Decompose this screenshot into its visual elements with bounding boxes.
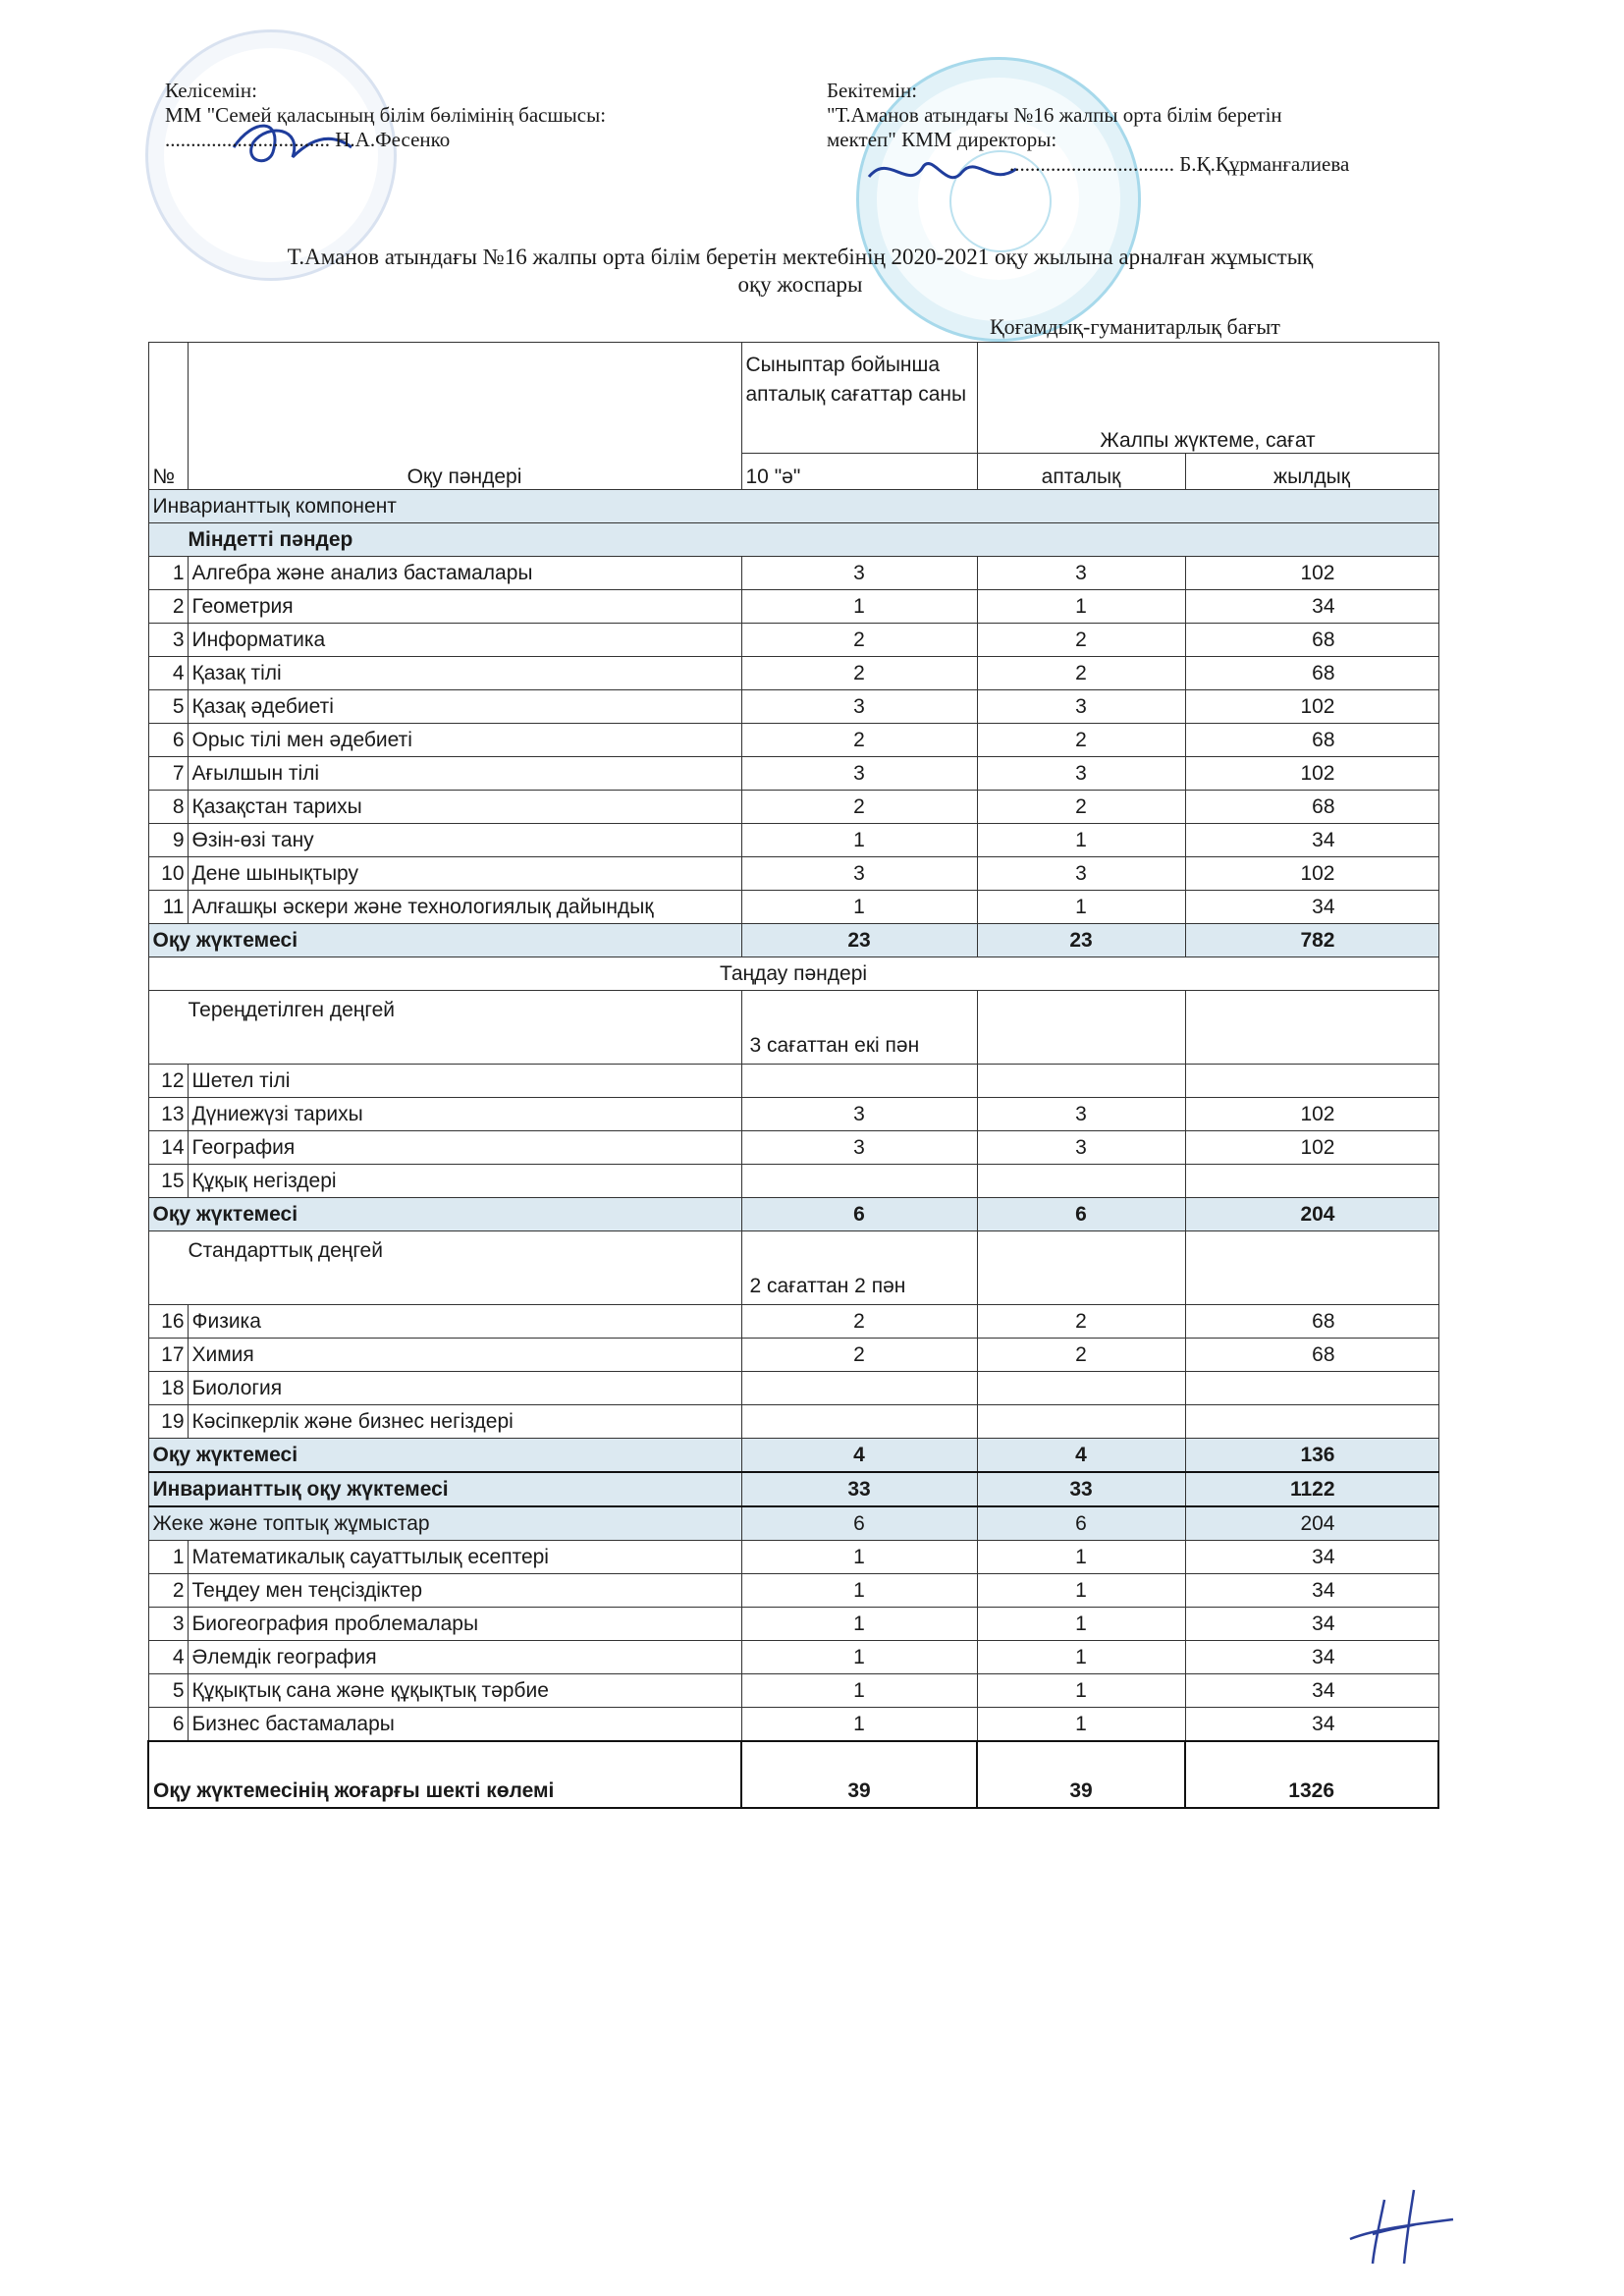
subject-name: Дүниежүзі тарихы [188,1098,741,1131]
header-class: 10 "ә" [741,454,977,490]
mandatory-title-row-label: Міндетті пәндер [148,523,1438,557]
row-number: 7 [148,757,188,791]
subject-row [148,1131,1438,1165]
individual-work-yearly: 204 [1185,1506,1438,1541]
subject-name: Өзін-өзі тану [188,824,741,857]
yearly-hours [1185,1372,1438,1405]
yearly-hours: 102 [1185,690,1438,724]
approval-right-position-1: "Т.Аманов атындағы №16 жалпы орта білім беретін [827,103,1282,127]
subject-row [148,624,1438,657]
weekly-hours: 1 [977,1608,1185,1641]
subject-row [148,1372,1438,1405]
weekly-hours: 2 [977,1305,1185,1339]
standard-load-row-yearly: 136 [1185,1439,1438,1473]
weekly-hours: 1 [977,1641,1185,1674]
header-hours-by-class: Сыныптар бойынша апталық сағаттар саны [741,343,977,454]
subject-name: Химия [188,1339,741,1372]
class-hours [741,1065,977,1098]
title-line-2: оқу жоспары [737,272,863,297]
weekly-hours: 3 [977,1131,1185,1165]
weekly-hours: 2 [977,791,1185,824]
subject-name: Қазақ әдебиеті [188,690,741,724]
class-hours: 2 [741,1339,977,1372]
mandatory-load-row [148,924,1438,957]
row-number: 8 [148,791,188,824]
elective-title-row [148,957,1438,991]
max-load-row-class: 39 [741,1741,977,1808]
class-hours: 2 [741,724,977,757]
individual-work-label: Жеке және топтық жұмыстар [148,1506,741,1541]
subject-row [148,1165,1438,1198]
yearly-hours: 34 [1185,891,1438,924]
yearly-hours [1185,1065,1438,1098]
study-direction: Қоғамдық-гуманитарлық бағыт [990,314,1280,339]
yearly-hours: 34 [1185,590,1438,624]
invariant-load-row-weekly: 33 [977,1472,1185,1506]
subject-row [148,1541,1438,1574]
yearly-hours: 102 [1185,757,1438,791]
advanced-level-row-label: Тереңдетілген деңгей [148,991,741,1065]
subject-name: Қазақстан тарихы [188,791,741,824]
weekly-hours: 2 [977,1339,1185,1372]
row-number: 15 [148,1165,188,1198]
class-hours: 1 [741,1641,977,1674]
yearly-hours: 68 [1185,1305,1438,1339]
mandatory-load-row-weekly: 23 [977,924,1185,957]
yearly-hours [1185,1165,1438,1198]
class-hours: 2 [741,657,977,690]
advanced-load-row [148,1198,1438,1231]
approval-left [165,79,606,152]
row-number: 5 [148,1674,188,1708]
subject-name: Информатика [188,624,741,657]
yearly-hours: 68 [1185,1339,1438,1372]
row-number: 13 [148,1098,188,1131]
weekly-hours: 3 [977,1098,1185,1131]
row-number: 3 [148,1608,188,1641]
class-hours: 2 [741,791,977,824]
row-number: 1 [148,557,188,590]
header-yearly: жылдық [1185,454,1438,490]
class-hours: 1 [741,590,977,624]
yearly-hours: 68 [1185,791,1438,824]
class-hours: 1 [741,1574,977,1608]
approval-left-position: ММ "Семей қаласының білім бөлімінің басшысы: [165,103,607,127]
approval-right-signature-line: ................................ Б.Қ.Құрманғалиева [1009,152,1350,176]
standard-load-row-class: 4 [741,1439,977,1473]
row-number: 11 [148,891,188,924]
subject-row [148,1641,1438,1674]
header-total-load: Жалпы жүктеме, сағат [977,343,1438,454]
subject-name: Алгебра және анализ бастамалары [188,557,741,590]
invariant-load-row-class: 33 [741,1472,977,1506]
standard-level-row-label: Стандарттық деңгей [148,1231,741,1305]
yearly-hours: 102 [1185,857,1438,891]
yearly-hours: 34 [1185,1708,1438,1742]
subject-name: География [188,1131,741,1165]
row-number: 6 [148,1708,188,1742]
row-number: 4 [148,657,188,690]
weekly-hours [977,1405,1185,1439]
mandatory-title-row [148,523,1438,557]
class-hours: 3 [741,757,977,791]
weekly-hours: 1 [977,1708,1185,1742]
header-weekly: апталық [977,454,1185,490]
subject-row [148,1405,1438,1439]
approval-left-label: Келісемін: [165,79,257,102]
subject-name: Бизнес бастамалары [188,1708,741,1742]
weekly-hours: 3 [977,857,1185,891]
row-number: 1 [148,1541,188,1574]
curriculum-table [147,342,1439,1809]
row-number: 12 [148,1065,188,1098]
class-hours: 2 [741,1305,977,1339]
subject-name: Теңдеу мен теңсіздіктер [188,1574,741,1608]
approval-right [827,79,1349,177]
subject-name: Әлемдік география [188,1641,741,1674]
advanced-level-row [148,991,1438,1065]
subject-row [148,690,1438,724]
weekly-hours: 3 [977,757,1185,791]
standard-load-row [148,1439,1438,1473]
weekly-hours: 1 [977,1541,1185,1574]
yearly-hours: 34 [1185,1674,1438,1708]
yearly-hours: 34 [1185,1574,1438,1608]
subject-row [148,791,1438,824]
page-initial-signature [1345,2180,1463,2269]
individual-work-class: 6 [741,1506,977,1541]
standard-load-row-label: Оқу жүктемесі [148,1439,741,1473]
standard-level-row-note: 2 сағаттан 2 пән [741,1231,977,1305]
approval-left-signature-line: ................................ Н.А.Фесенко [165,128,451,151]
class-hours: 1 [741,1674,977,1708]
subject-name: Физика [188,1305,741,1339]
subject-row [148,1574,1438,1608]
class-hours: 1 [741,824,977,857]
header-row-2 [148,454,1438,490]
subject-name: Құқық негіздері [188,1165,741,1198]
row-number: 18 [148,1372,188,1405]
subject-name: Биология [188,1372,741,1405]
subject-row [148,557,1438,590]
row-number: 3 [148,624,188,657]
subject-row [148,1065,1438,1098]
yearly-hours: 68 [1185,624,1438,657]
subject-name: Дене шынықтыру [188,857,741,891]
yearly-hours: 68 [1185,657,1438,690]
weekly-hours: 2 [977,624,1185,657]
weekly-hours: 1 [977,891,1185,924]
weekly-hours: 1 [977,1574,1185,1608]
row-number: 2 [148,590,188,624]
class-hours: 3 [741,1098,977,1131]
advanced-load-row-class: 6 [741,1198,977,1231]
yearly-hours: 34 [1185,824,1438,857]
subject-row [148,857,1438,891]
subject-row [148,1098,1438,1131]
yearly-hours: 68 [1185,724,1438,757]
yearly-hours: 102 [1185,1131,1438,1165]
row-number: 9 [148,824,188,857]
weekly-hours: 2 [977,724,1185,757]
subject-row [148,1674,1438,1708]
max-load-row [148,1741,1438,1808]
row-number: 6 [148,724,188,757]
invariant-component-row [148,490,1438,523]
weekly-hours: 3 [977,690,1185,724]
subject-name: Орыс тілі мен әдебиеті [188,724,741,757]
row-number: 2 [148,1574,188,1608]
class-hours: 3 [741,690,977,724]
yearly-hours: 34 [1185,1608,1438,1641]
class-hours: 1 [741,1708,977,1742]
yearly-hours: 34 [1185,1641,1438,1674]
subject-name: Математикалық сауаттылық есептері [188,1541,741,1574]
standard-level-row [148,1231,1438,1305]
class-hours [741,1372,977,1405]
row-number: 17 [148,1339,188,1372]
max-load-row-weekly: 39 [977,1741,1185,1808]
mandatory-load-row-yearly: 782 [1185,924,1438,957]
subject-row [148,657,1438,690]
class-hours: 3 [741,557,977,590]
invariant-component-row-label: Инварианттық компонент [148,490,1438,523]
subject-row [148,757,1438,791]
subject-name: Биогеография проблемалары [188,1608,741,1641]
weekly-hours [977,1165,1185,1198]
subject-row [148,1708,1438,1742]
weekly-hours: 1 [977,590,1185,624]
title-line-1: Т.Аманов атындағы №16 жалпы орта білім беретін мектебінің 2020-2021 оқу жылына арналған жұмыстық [287,245,1314,269]
weekly-hours: 1 [977,824,1185,857]
row-number: 16 [148,1305,188,1339]
individual-work-row [148,1506,1438,1541]
row-number: 5 [148,690,188,724]
standard-load-row-weekly: 4 [977,1439,1185,1473]
class-hours: 1 [741,1541,977,1574]
row-number: 10 [148,857,188,891]
header-subjects: Оқу пәндері [188,454,741,490]
yearly-hours [1185,1405,1438,1439]
weekly-hours: 1 [977,1674,1185,1708]
subject-name: Кәсіпкерлік және бизнес негіздері [188,1405,741,1439]
advanced-load-row-weekly: 6 [977,1198,1185,1231]
class-hours [741,1405,977,1439]
class-hours: 1 [741,1608,977,1641]
subject-name: Қазақ тілі [188,657,741,690]
row-number: 19 [148,1405,188,1439]
subject-name: Геометрия [188,590,741,624]
weekly-hours [977,1065,1185,1098]
invariant-load-row-label: Инварианттық оқу жүктемесі [148,1472,741,1506]
class-hours: 1 [741,891,977,924]
class-hours [741,1165,977,1198]
mandatory-load-row-class: 23 [741,924,977,957]
yearly-hours: 34 [1185,1541,1438,1574]
class-hours: 3 [741,1131,977,1165]
subject-row [148,1339,1438,1372]
subject-name: Шетел тілі [188,1065,741,1098]
weekly-hours [977,1372,1185,1405]
subject-row [148,891,1438,924]
header-no: № [148,454,188,490]
subject-row [148,724,1438,757]
yearly-hours: 102 [1185,1098,1438,1131]
class-hours: 3 [741,857,977,891]
weekly-hours: 3 [977,557,1185,590]
subject-row [148,1305,1438,1339]
individual-work-weekly: 6 [977,1506,1185,1541]
invariant-load-row-yearly: 1122 [1185,1472,1438,1506]
subject-name: Ағылшын тілі [188,757,741,791]
approval-right-position-2: мектеп" КММ директоры: [827,128,1057,151]
advanced-load-row-label: Оқу жүктемесі [148,1198,741,1231]
elective-title-row-label: Таңдау пәндері [148,957,1438,991]
header-row-1 [148,343,1438,454]
document-title [147,244,1453,299]
yearly-hours: 102 [1185,557,1438,590]
invariant-load-row [148,1472,1438,1506]
subject-row [148,590,1438,624]
mandatory-load-row-label: Оқу жүктемесі [148,924,741,957]
weekly-hours: 2 [977,657,1185,690]
subject-name: Құқықтық сана және құқықтық тәрбие [188,1674,741,1708]
subject-name: Алғашқы әскери және технологиялық дайындық [188,891,741,924]
advanced-load-row-yearly: 204 [1185,1198,1438,1231]
class-hours: 2 [741,624,977,657]
approval-right-label: Бекітемін: [827,79,918,102]
max-load-row-label: Оқу жүктемесінің жоғарғы шекті көлемі [148,1741,741,1808]
max-load-row-yearly: 1326 [1185,1741,1438,1808]
row-number: 14 [148,1131,188,1165]
advanced-level-row-note: 3 сағаттан екі пән [741,991,977,1065]
row-number: 4 [148,1641,188,1674]
subject-row [148,824,1438,857]
subject-row [148,1608,1438,1641]
